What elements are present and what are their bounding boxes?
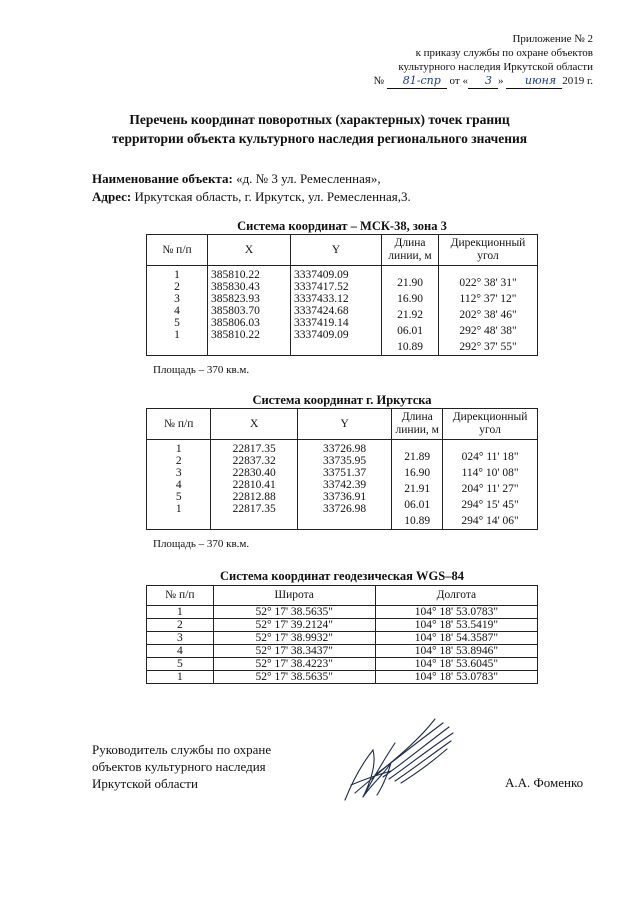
table2-num-2: 2 — [175, 455, 182, 467]
table1-angle-3: 202° 38' 46" — [459, 309, 517, 321]
table2-num-5: 5 — [175, 491, 182, 503]
table2-num-1: 1 — [175, 443, 182, 455]
title-line1: Перечень координат поворотных (характерных) точек границ — [129, 112, 510, 127]
table2-header-length: Длина линии, м — [392, 409, 443, 440]
table1-header-num: № п/п — [147, 235, 208, 266]
table3-lat-1: 52° 17' 38.5635" — [213, 606, 375, 619]
table3-lon-2: 104° 18' 53.5419" — [375, 619, 537, 632]
table2-x-5: 22812.88 — [232, 491, 276, 503]
table2 — [146, 408, 538, 530]
table3-lon-3: 104° 18' 54.3587" — [375, 632, 537, 645]
table1-num-6: 1 — [174, 329, 180, 341]
table1-header-row — [147, 235, 538, 266]
table2-col-length — [392, 440, 443, 530]
table1-num-2: 2 — [174, 281, 180, 293]
table1-angle-1: 022° 38' 31" — [459, 277, 517, 289]
table2-length-4: 06.01 — [404, 499, 431, 511]
table2-col-y — [297, 440, 391, 530]
table2-header-x: X — [211, 409, 298, 440]
table1-num-4: 4 — [174, 305, 180, 317]
table-row — [147, 440, 538, 530]
object-address-value: Иркутская область, г. Иркутск, ул. Ремесленная,3. — [134, 189, 411, 204]
table2-y-4: 33742.39 — [323, 479, 367, 491]
table3-num-1: 1 — [147, 606, 214, 619]
table2-header-y: Y — [297, 409, 391, 440]
table1-header-angle: Дирекционный угол — [439, 235, 538, 266]
table2-header-angle: Дирекционный угол — [443, 409, 538, 440]
table1-col-num — [147, 266, 208, 356]
table1-y-5: 3337419.14 — [294, 317, 349, 329]
table3-num-4: 4 — [147, 645, 214, 658]
table1-num-5: 5 — [174, 317, 180, 329]
table2-y-5: 33736.91 — [323, 491, 367, 503]
table1-x-4: 385803.70 — [211, 305, 260, 317]
table3-lat-5: 52° 17' 38.4223" — [213, 658, 375, 671]
appendix-line2: к приказу службы по охране объектов — [415, 47, 593, 59]
table1-x-2: 385830.43 — [211, 281, 260, 293]
appendix-line1: Приложение № 2 — [512, 33, 593, 45]
signer-position — [92, 741, 271, 792]
object-address-row — [92, 188, 411, 206]
object-info — [92, 170, 411, 206]
order-date-year: 2019 г. — [562, 75, 593, 87]
table3-lon-6: 104° 18' 53.0783" — [375, 671, 537, 684]
document-title — [0, 110, 639, 148]
table3-caption: Система координат геодезическая WGS–84 — [220, 569, 464, 583]
table2-num-6: 1 — [175, 503, 182, 515]
table1-col-length — [382, 266, 439, 356]
order-date-day: 3 — [468, 74, 498, 89]
object-name-label: Наименование объекта: — [92, 171, 233, 186]
table1-length-1: 21.90 — [397, 277, 423, 289]
table-row — [147, 606, 538, 619]
table2-y-1: 33726.98 — [323, 443, 367, 455]
table1-header-x: X — [208, 235, 291, 266]
table-row — [147, 658, 538, 671]
table1-x-5: 385806.03 — [211, 317, 260, 329]
table3-header-lat: Широта — [213, 586, 375, 606]
table3-lon-4: 104° 18' 53.8946" — [375, 645, 537, 658]
table1 — [146, 234, 538, 356]
table2-header-num: № п/п — [147, 409, 211, 440]
title-line2: территории объекта культурного наследия регионального значения — [111, 131, 528, 146]
table2-x-2: 22837.32 — [232, 455, 276, 467]
table3-lon-1: 104° 18' 53.0783" — [375, 606, 537, 619]
table1-x-1: 385810.22 — [211, 269, 260, 281]
table1-y-2: 3337417.52 — [294, 281, 349, 293]
handwritten-signature — [325, 705, 465, 805]
table2-col-x — [211, 440, 298, 530]
table-row — [147, 671, 538, 684]
table1-num-3: 3 — [174, 293, 180, 305]
table2-length-3: 21.91 — [404, 483, 431, 495]
table1-col-angle — [439, 266, 538, 356]
table2-y-2: 33735.95 — [323, 455, 367, 467]
table1-num-1: 1 — [174, 269, 180, 281]
table3-num-5: 5 — [147, 658, 214, 671]
table1-y-1: 3337409.09 — [294, 269, 349, 281]
order-number-handwritten: 81-спр — [387, 74, 447, 89]
table2-x-1: 22817.35 — [232, 443, 276, 455]
table1-x-3: 385823.93 — [211, 293, 260, 305]
table3-header-num: № п/п — [147, 586, 214, 606]
table1-length-4: 06.01 — [397, 325, 423, 337]
appendix-block — [374, 32, 593, 89]
table1-angle-4: 292° 48' 38" — [459, 325, 517, 337]
table1-angle-5: 292° 37' 55" — [459, 341, 517, 353]
table1-y-4: 3337424.68 — [294, 305, 349, 317]
table2-col-angle — [443, 440, 538, 530]
table2-caption: Система координат г. Иркутска — [252, 393, 432, 407]
table2-length-2: 16.90 — [404, 467, 431, 479]
table1-col-x — [208, 266, 291, 356]
order-date-prefix: от « — [449, 75, 468, 87]
table1-col-y — [291, 266, 382, 356]
table2-angle-1: 024° 11' 18" — [461, 451, 519, 463]
table1-header-length: Длина линии, м — [382, 235, 439, 266]
table3-header-row — [147, 586, 538, 606]
table1-length-2: 16.90 — [397, 293, 423, 305]
table2-y-6: 33726.98 — [323, 503, 367, 515]
signer-line1: Руководитель службы по охране — [92, 742, 272, 757]
table2-angle-5: 294° 14' 06" — [461, 515, 519, 527]
table3-lat-2: 52° 17' 39.2124" — [213, 619, 375, 632]
table3-num-2: 2 — [147, 619, 214, 632]
appendix-line3: культурного наследия Иркутской области — [398, 61, 593, 73]
order-date-mid: » — [497, 75, 504, 87]
table3-num-6: 1 — [147, 671, 214, 684]
table1-length-5: 10.89 — [397, 341, 423, 353]
table-row — [147, 619, 538, 632]
object-name-row — [92, 170, 411, 188]
signer-name: А.А. Фоменко — [505, 775, 584, 790]
table3-lon-5: 104° 18' 53.6045" — [375, 658, 537, 671]
object-name-value: «д. № 3 ул. Ремесленная», — [236, 171, 381, 186]
table1-header-y: Y — [291, 235, 382, 266]
table2-x-6: 22817.35 — [232, 503, 276, 515]
table2-y-3: 33751.37 — [323, 467, 367, 479]
table2-angle-4: 294° 15' 45" — [461, 499, 519, 511]
table2-col-num — [147, 440, 211, 530]
order-number-prefix: № — [373, 75, 385, 87]
table2-num-4: 4 — [175, 479, 182, 491]
table2-length-5: 10.89 — [404, 515, 431, 527]
table-row — [147, 266, 538, 356]
table3-header-lon: Долгота — [375, 586, 537, 606]
table2-angle-3: 204° 11' 27" — [461, 483, 519, 495]
table3 — [146, 585, 538, 684]
table-row — [147, 645, 538, 658]
order-date-month: июня — [506, 74, 562, 89]
table2-angle-2: 114° 10' 08" — [461, 467, 519, 479]
appendix-order-line — [374, 74, 593, 89]
object-address-label: Адрес: — [92, 189, 132, 204]
table1-angle-2: 112° 37' 12" — [459, 293, 517, 305]
table2-x-3: 22830.40 — [232, 467, 276, 479]
table2-num-3: 3 — [175, 467, 182, 479]
table-row — [147, 632, 538, 645]
table1-y-3: 3337433.12 — [294, 293, 349, 305]
table1-length-3: 21.92 — [397, 309, 423, 321]
table2-header-row — [147, 409, 538, 440]
table2-x-4: 22810.41 — [232, 479, 276, 491]
table1-caption: Система координат – МСК-38, зона 3 — [237, 219, 447, 233]
signer-line3: Иркутской области — [92, 776, 198, 791]
table3-lat-3: 52° 17' 38.9932" — [213, 632, 375, 645]
table3-num-3: 3 — [147, 632, 214, 645]
table2-length-1: 21.89 — [404, 451, 431, 463]
table3-lat-6: 52° 17' 38.5635" — [213, 671, 375, 684]
table3-lat-4: 52° 17' 38.3437" — [213, 645, 375, 658]
table1-y-6: 3337409.09 — [294, 329, 349, 341]
table1-x-6: 385810.22 — [211, 329, 260, 341]
table1-area: Площадь – 370 кв.м. — [153, 364, 250, 376]
table2-area: Площадь – 370 кв.м. — [153, 538, 250, 550]
signer-line2: объектов культурного наследия — [92, 759, 266, 774]
